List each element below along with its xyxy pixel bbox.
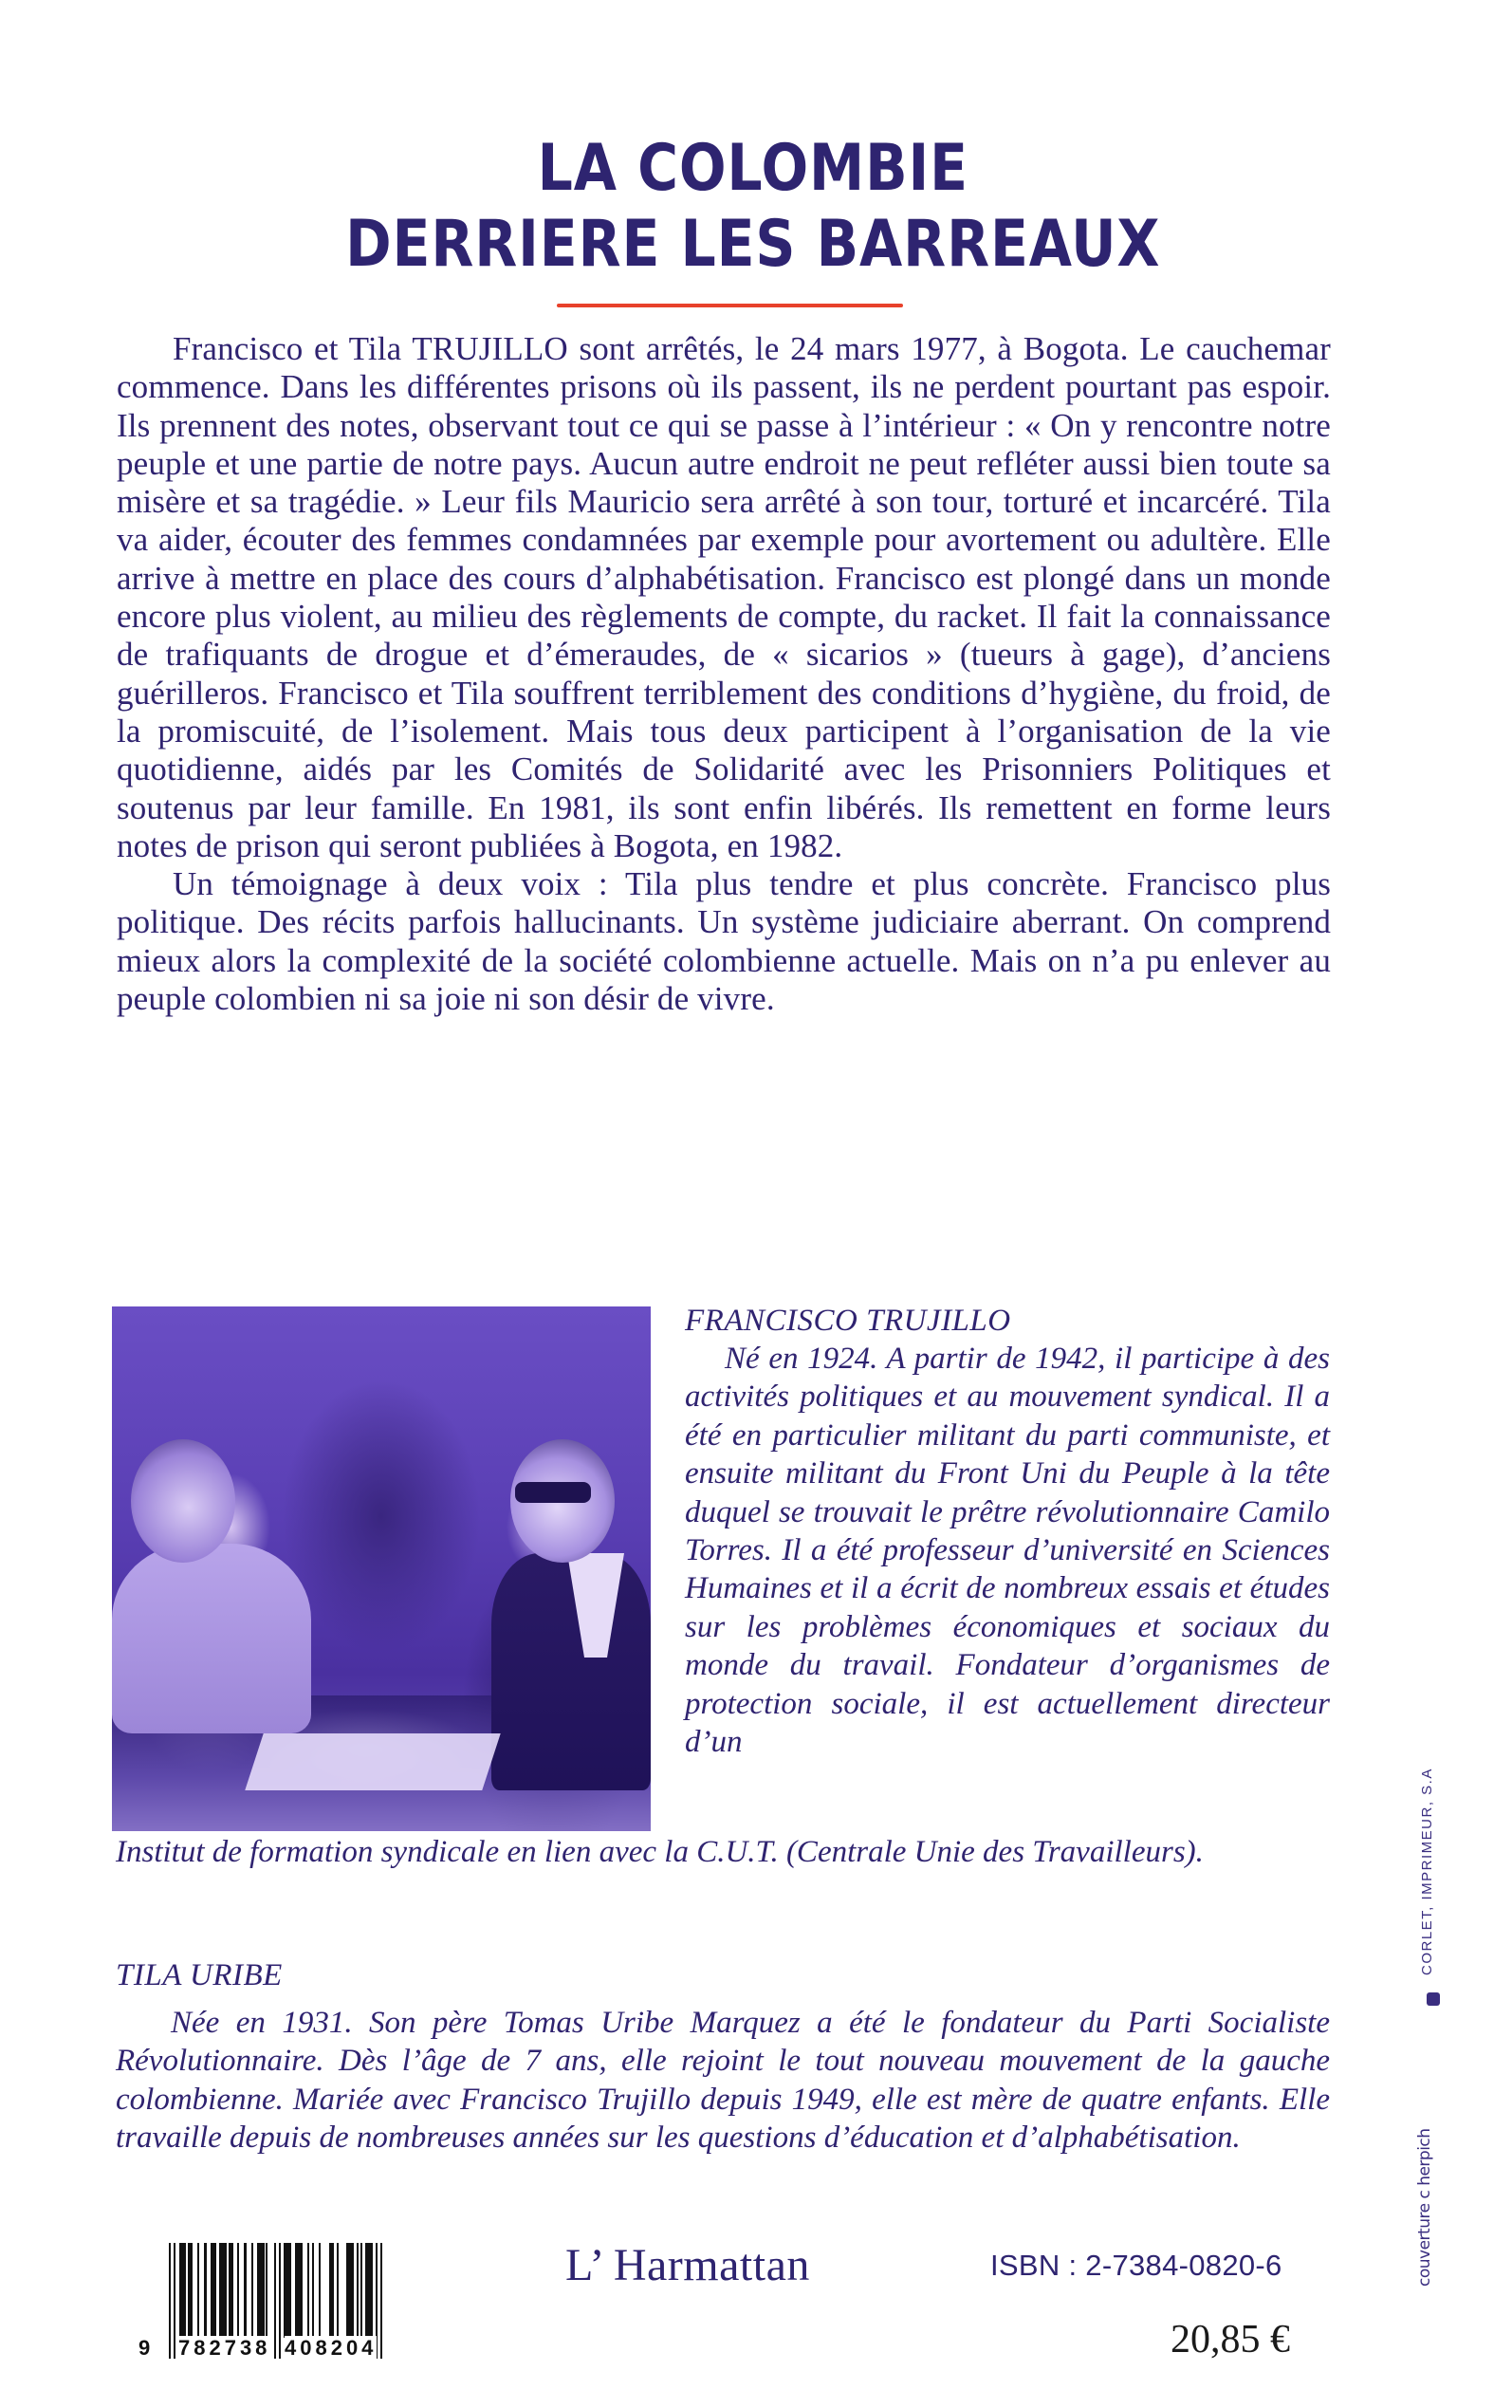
author-bio-tila [116,2004,1330,2158]
author-name-tila: TILA URIBE [116,1958,283,1992]
book-title-line-1: LA COLOMBIE [537,131,968,206]
price: 20,85 € [1171,2318,1290,2362]
author-name-francisco: FRANCISCO TRUJILLO [685,1304,1011,1338]
blurb-paragraph-1: Francisco et Tila TRUJILLO sont arrêtés, le 24 mars 1977, à Bogota. Le cauchemar commence. Dans les différentes prisons où ils passent, ils ne perdent pourtant pas espoir. Ils prennent des notes, observant tout ce qui se passe à l’intérieur : « On y rencontre notre peuple et une partie de notre pays. Aucun autre endroit ne peut refléter aussi bien toute sa misère et sa tragédie. » Leur fils Mauricio sera arrêté à son tour, torturé et incarcéré. Tila va aider, écouter des femmes condamnées par exemple pour avortement ou adultère. Elle arrive à mettre en place des cours d’alphabétisation. Francisco est plongé dans un monde encore plus violent, au milieu des règlements de compte, du racket. Il fait la connaissance de trafiquants de drogue et d’émeraudes, de « sicarios » (tueurs à gage), d’anciens guérilleros. Francisco et Tila souffrent terriblement des conditions d’hygiène, du froid, de la promiscuité, de l’isolement. Mais tous deux participent à l’organisation de la vie quotidienne, aidés par les Comités de Solidarité avec les Prisonniers Politiques et soutenus par leur famille. En 1981, ils sont enfin libérés. Ils remettent en forme leurs notes de prison qui seront publiées à Bogota, en 1982. [117,330,1331,864]
book-title-line-2: DERRIERE LES BARREAUX [345,207,1161,282]
barcode-digits-left: 782738 [178,2336,271,2360]
photo-man-glasses [515,1482,591,1503]
isbn-barcode [138,2243,417,2362]
barcode-digit-first: 9 [138,2336,155,2360]
authors-photo [112,1306,651,1831]
publisher-logo: L’ Harmattan [565,2240,810,2290]
author-bio-francisco [685,1340,1330,1761]
blurb [117,330,1331,1018]
author-bio-francisco-continued [116,1833,1330,1871]
author-bio-francisco-text: Né en 1924. A partir de 1942, il participe à des activités politiques et au mouvement syndical. Il a été en particulier militant du parti communiste, et ensuite militant du Front Uni du Peuple à la tête duquel se trouvait le prêtre révolutionnaire Camilo Torres. Il a été professeur d’université en Sciences Humaines et il a écrit de nombreux essais et études sur les problèmes économiques et sociaux du monde du travail. Fondateur d’organismes de protection sociale, il est actuellement directeur d’un [685,1342,1330,1760]
printer-credit: CORLET, IMPRIMEUR, S.A [1419,1768,1435,1975]
blurb-paragraph-2: Un témoignage à deux voix : Tila plus tendre et plus concrète. Francisco plus politique. Des récits parfois hallucinants. Un système judiciaire aberrant. On comprend mieux alors la complexité de la société colombienne actuelle. Mais on n’a pu enlever au peuple colombien ni sa joie ni son désir de vivre. [117,865,1331,1018]
photo-papers [245,1733,500,1790]
photo-woman-figure [112,1544,311,1733]
cover-credit: couverture c herpich [1415,2128,1434,2287]
author-bio-tila-text: Née en 1931. Son père Tomas Uribe Marquez a été le fondateur du Parti Socialiste Révolutionnaire. Dès l’âge de 7 ans, elle rejoint le tout nouveau mouvement de la gauche colombienne. Mariée avec Francisco Trujillo depuis 1949, elle est mère de quatre enfants. Elle travaille depuis de nombreuses années sur les questions d’éducation et d’alphabétisation. [116,2006,1330,2156]
printer-logo-icon [1427,1992,1440,2006]
title-divider-rule [557,304,903,307]
author-bio-francisco-tail-text: Institut de formation syndicale en lien avec la C.U.T. (Centrale Unie des Travailleurs). [116,1835,1204,1869]
photo-woman-head [131,1439,235,1563]
isbn-number: ISBN : 2-7384-0820-6 [990,2249,1282,2282]
photo-man-figure [491,1553,651,1790]
barcode-digits-right: 408204 [285,2336,378,2360]
book-title [102,131,1403,283]
